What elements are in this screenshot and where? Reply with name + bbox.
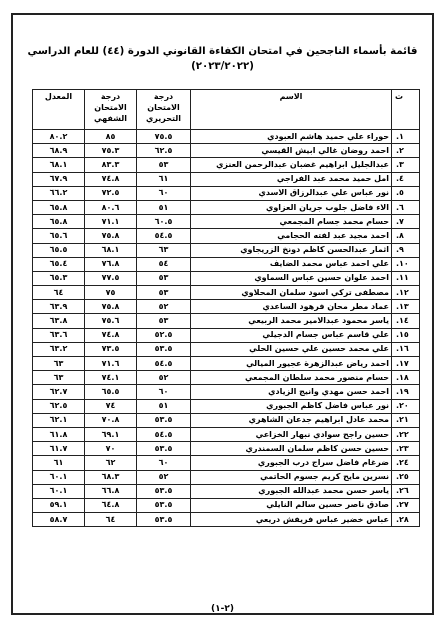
student-name: حسام منصور محمد سلطان المجمعي <box>191 371 392 385</box>
average-score: ٦٢.٧ <box>33 385 85 399</box>
header-written-score: درجة الامتحان التحريري <box>137 90 191 130</box>
average-score: ٥٩.١ <box>33 498 85 512</box>
written-score: ٥٣ <box>137 271 191 285</box>
student-name: احمد مجيد عبد لفته الحجامي <box>191 229 392 243</box>
row-number: ٢٦. <box>392 484 420 498</box>
document-title <box>20 44 425 74</box>
row-number: ٣. <box>392 158 420 172</box>
average-score: ٦٥.٨ <box>33 200 85 214</box>
row-number: ١٣. <box>392 300 420 314</box>
title-line-1: قائمة بأسماء الناجحين في امتحان الكفاءة القانوني الدورة (٤٤) للعام الدراسي <box>27 46 418 57</box>
average-score: ٦٣ <box>33 357 85 371</box>
row-number: ٢٧. <box>392 498 420 512</box>
table-row <box>33 300 420 314</box>
student-name: نور عباس فاضل كاظم الجبوري <box>191 399 392 413</box>
oral-score: ٧٤ <box>85 399 137 413</box>
table-row <box>33 456 420 470</box>
written-score: ٦٠ <box>137 186 191 200</box>
average-score: ٦٣.٩ <box>33 300 85 314</box>
row-number: ١. <box>392 130 420 144</box>
table-row <box>33 413 420 427</box>
written-score: ٥١ <box>137 399 191 413</box>
average-score: ٦٠.١ <box>33 484 85 498</box>
row-number: ١٠. <box>392 257 420 271</box>
table-row <box>33 286 420 300</box>
table-row <box>33 130 420 144</box>
header-oral-score: درجة الامتحان الشفهي <box>85 90 137 130</box>
row-number: ٧. <box>392 215 420 229</box>
table-row <box>33 271 420 285</box>
table-row <box>33 243 420 257</box>
title-line-2: (٢٠٢٣/٢٠٢٢) <box>191 61 254 72</box>
student-name: احمد روضان غالي ابيش القيسي <box>191 144 392 158</box>
table-row <box>33 229 420 243</box>
row-number: ٥. <box>392 186 420 200</box>
oral-score: ٧٣.٥ <box>85 342 137 356</box>
written-score: ٥٤ <box>137 257 191 271</box>
average-score: ٦٤ <box>33 286 85 300</box>
oral-score: ٧١.١ <box>85 215 137 229</box>
student-name: ياسر حسن محمد عبدالله الجبوري <box>191 484 392 498</box>
table-row <box>33 442 420 456</box>
student-name: حسام محمد جسام المجمعي <box>191 215 392 229</box>
row-number: ١٥. <box>392 328 420 342</box>
average-score: ٥٨.٧ <box>33 513 85 527</box>
student-name: ضرغام فاضل سراج درب الجبوري <box>191 456 392 470</box>
written-score: ٦٠ <box>137 456 191 470</box>
oral-score: ٧٥ <box>85 286 137 300</box>
table-row <box>33 484 420 498</box>
oral-score: ٧٠ <box>85 442 137 456</box>
table-row <box>33 314 420 328</box>
row-number: ١٤. <box>392 314 420 328</box>
average-score: ٦٠.١ <box>33 470 85 484</box>
table-row <box>33 342 420 356</box>
average-score: ٦٣.٨ <box>33 314 85 328</box>
student-name: علي محمد حسين علي حسين الحلي <box>191 342 392 356</box>
oral-score: ٨٣.٣ <box>85 158 137 172</box>
student-name: اثمار عبدالحسن كاظم دونخ الزريجاوي <box>191 243 392 257</box>
table-header-row <box>33 90 420 130</box>
row-number: ٩. <box>392 243 420 257</box>
written-score: ٥٣.٥ <box>137 413 191 427</box>
table-row <box>33 498 420 512</box>
written-score: ٥٢.٥ <box>137 328 191 342</box>
average-score: ٦٨.٩ <box>33 144 85 158</box>
average-score: ٦١ <box>33 456 85 470</box>
oral-score: ٨٠.٦ <box>85 200 137 214</box>
page-number: (٢-١) <box>211 604 234 614</box>
student-name: مصطفى تركي اسود سلمان المحلاوي <box>191 286 392 300</box>
written-score: ٥٢ <box>137 300 191 314</box>
student-name: احمد حسن مهدي وانيج الزيادي <box>191 385 392 399</box>
oral-score: ٧٤.٨ <box>85 328 137 342</box>
written-score: ٥٣ <box>137 158 191 172</box>
student-name: نسرين مايح كريم جسوم الحاتمي <box>191 470 392 484</box>
row-number: ١١. <box>392 271 420 285</box>
table-row <box>33 385 420 399</box>
row-number: ٢٥. <box>392 470 420 484</box>
average-score: ٦٢.٥ <box>33 399 85 413</box>
oral-score: ٧٥.٦ <box>85 314 137 328</box>
table-row <box>33 200 420 214</box>
oral-score: ٦٨.٣ <box>85 470 137 484</box>
written-score: ٥٢ <box>137 371 191 385</box>
oral-score: ٦٤ <box>85 513 137 527</box>
written-score: ٦٢.٥ <box>137 144 191 158</box>
oral-score: ٨٥ <box>85 130 137 144</box>
oral-score: ٧٥.٨ <box>85 229 137 243</box>
student-name: عبدالجليل ابراهيم غضبان عبدالرحمن العنزي <box>191 158 392 172</box>
written-score: ٦٣ <box>137 243 191 257</box>
average-score: ٦٥.٥ <box>33 243 85 257</box>
table-row <box>33 257 420 271</box>
row-number: ١٢. <box>392 286 420 300</box>
table-body <box>33 130 420 527</box>
row-number: ٢١. <box>392 413 420 427</box>
student-name: علي احمد عباس محمد الضايف <box>191 257 392 271</box>
row-number: ٢٨. <box>392 513 420 527</box>
written-score: ٥٤.٥ <box>137 427 191 441</box>
row-number: ١٧. <box>392 357 420 371</box>
average-score: ٦٣.٦ <box>33 328 85 342</box>
student-name: نور عباس علي عبدالرزاق الاسدي <box>191 186 392 200</box>
average-score: ٦٣.٢ <box>33 342 85 356</box>
row-number: ٢٢. <box>392 427 420 441</box>
row-number: ١٦. <box>392 342 420 356</box>
table-row <box>33 513 420 527</box>
table-row <box>33 427 420 441</box>
written-score: ٥٣.٥ <box>137 484 191 498</box>
table-row <box>33 186 420 200</box>
student-name: صادق ناصر حسين سالم النايلي <box>191 498 392 512</box>
student-name: ياسر محمود عبدالامير محمد الربيعي <box>191 314 392 328</box>
student-name: الاء فاضل جلوب جريان العزاوي <box>191 200 392 214</box>
written-score: ٦٠ <box>137 385 191 399</box>
table-row <box>33 215 420 229</box>
student-name: حوراء علي حميد هاشم العبودي <box>191 130 392 144</box>
written-score: ٥٤.٥ <box>137 229 191 243</box>
oral-score: ٦٤.٨ <box>85 498 137 512</box>
row-number: ٤. <box>392 172 420 186</box>
table-row <box>33 328 420 342</box>
average-score: ٦٥.٨ <box>33 215 85 229</box>
written-score: ٦١ <box>137 172 191 186</box>
oral-score: ٧٥.٨ <box>85 300 137 314</box>
results-table <box>32 89 420 527</box>
header-number: ت <box>392 90 420 130</box>
table-row <box>33 158 420 172</box>
header-average: المعدل <box>33 90 85 130</box>
oral-score: ٧٦.٨ <box>85 257 137 271</box>
average-score: ٦١.٧ <box>33 442 85 456</box>
oral-score: ٧٢.٥ <box>85 186 137 200</box>
table-row <box>33 144 420 158</box>
written-score: ٥٣.٥ <box>137 442 191 456</box>
average-score: ٦٣ <box>33 371 85 385</box>
row-number: ٢٣. <box>392 442 420 456</box>
table-row <box>33 399 420 413</box>
table-row <box>33 357 420 371</box>
oral-score: ٦٦.٨ <box>85 484 137 498</box>
average-score: ٦٦.٢ <box>33 186 85 200</box>
row-number: ٨. <box>392 229 420 243</box>
average-score: ٦٥.٣ <box>33 271 85 285</box>
average-score: ٦٢.١ <box>33 413 85 427</box>
student-name: حسين راجح سوادي نبهار الخزاعي <box>191 427 392 441</box>
oral-score: ٦٥.٥ <box>85 385 137 399</box>
average-score: ٦١.٨ <box>33 427 85 441</box>
student-name: محمد عادل ابراهيم جدعان الشاهري <box>191 413 392 427</box>
oral-score: ٦٢ <box>85 456 137 470</box>
oral-score: ٧٠.٨ <box>85 413 137 427</box>
oral-score: ٧٧.٥ <box>85 271 137 285</box>
oral-score: ٧١.٦ <box>85 357 137 371</box>
student-name: امل حميد محمد عبد الفراجي <box>191 172 392 186</box>
written-score: ٥٣.٥ <box>137 498 191 512</box>
written-score: ٥١ <box>137 200 191 214</box>
row-number: ١٨. <box>392 371 420 385</box>
average-score: ٦٥.٦ <box>33 229 85 243</box>
row-number: ٢. <box>392 144 420 158</box>
written-score: ٥٣ <box>137 314 191 328</box>
row-number: ١٩. <box>392 385 420 399</box>
student-name: حسين حسن كاظم سلمان السمندري <box>191 442 392 456</box>
student-name: احمد علوان حسين عباس السماوي <box>191 271 392 285</box>
student-name: عماد مطر محان فرهود الساعدي <box>191 300 392 314</box>
average-score: ٦٧.٩ <box>33 172 85 186</box>
oral-score: ٦٩.١ <box>85 427 137 441</box>
row-number: ٦. <box>392 200 420 214</box>
average-score: ٦٥.٤ <box>33 257 85 271</box>
row-number: ٢٤. <box>392 456 420 470</box>
student-name: علي قاسم عباس جسام الدجيلي <box>191 328 392 342</box>
table-row <box>33 470 420 484</box>
oral-score: ٧٤.١ <box>85 371 137 385</box>
written-score: ٥٢ <box>137 470 191 484</box>
oral-score: ٧٥.٣ <box>85 144 137 158</box>
table-row <box>33 172 420 186</box>
table-row <box>33 371 420 385</box>
oral-score: ٧٤.٨ <box>85 172 137 186</box>
written-score: ٥٣.٥ <box>137 342 191 356</box>
written-score: ٥٣ <box>137 286 191 300</box>
average-score: ٨٠.٢ <box>33 130 85 144</box>
written-score: ٥٤.٥ <box>137 357 191 371</box>
student-name: عباس خضير عباس فريفش دريعي <box>191 513 392 527</box>
row-number: ٢٠. <box>392 399 420 413</box>
average-score: ٦٨.١ <box>33 158 85 172</box>
written-score: ٧٥.٥ <box>137 130 191 144</box>
header-name: الاسم <box>191 90 392 130</box>
oral-score: ٦٨.١ <box>85 243 137 257</box>
student-name: احمد رياض عبدالزهرة عجيور الميالي <box>191 357 392 371</box>
written-score: ٥٣.٥ <box>137 513 191 527</box>
written-score: ٦٠.٥ <box>137 215 191 229</box>
